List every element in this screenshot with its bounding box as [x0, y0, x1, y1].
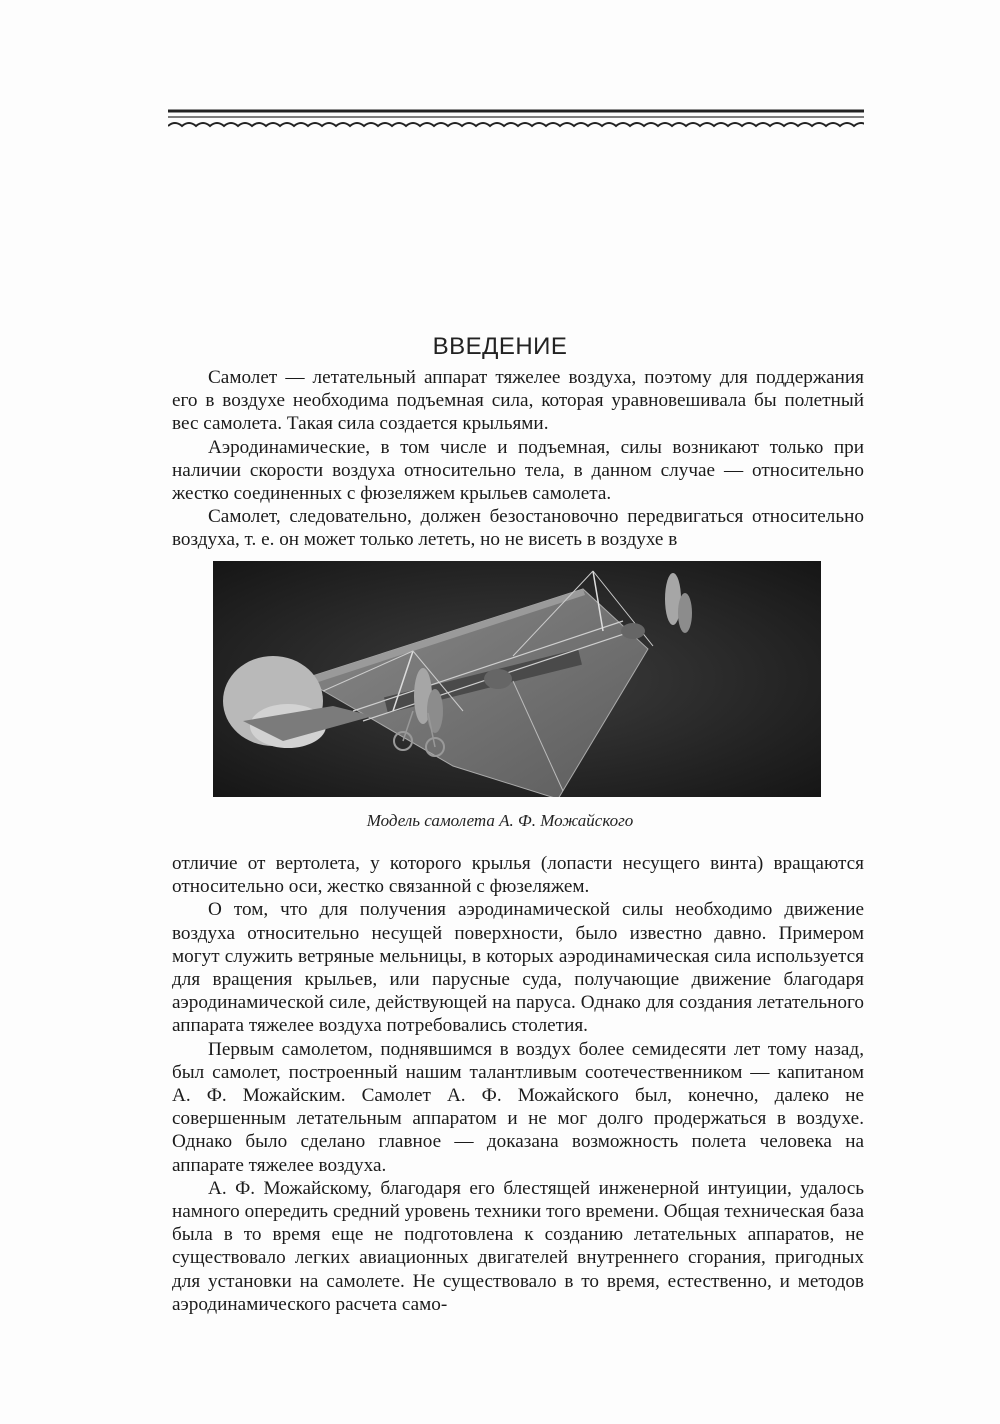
- paragraph: отличие от вертолета, у которого крылья (лопасти несущего винта) вращаются относительно оси, жестко связанной с фюзеляжем.: [172, 853, 864, 898]
- intro-text-bottom: [172, 852, 864, 1316]
- wave-ornament-header: [168, 108, 864, 134]
- intro-text-top: [172, 366, 864, 552]
- paragraph: О том, что для получения аэродинамической силы необходимо движение воздуха относительно несущей поверхности, было известно давно. Примером могут служить ветряные мельницы, в которых аэродинамическая сила используется для вращения крыльев, или парусные суда, получающие движение благодаря аэродинамической силе, действующей на паруса. Однако для создания летательного аппарата тяжелее воздуха потребовались столетия.: [172, 899, 864, 1037]
- paragraph: Первым самолетом, поднявшимся в воздух более семидесяти лет тому назад, был самолет, построенный нашим талантливым соотечественником — капитаном А. Ф. Можайским. Самолет А. Ф. Можайского был, конечно, далеко не совершенным летательным аппаратом и не мог долго продержаться в воздухе. Однако было сделано главное — доказана возможность полета человека на аппарате тяжелее воздуха.: [172, 1038, 864, 1176]
- paragraph: А. Ф. Можайскому, благодаря его блестящей инженерной интуиции, удалось намного опередить средний уровень техники того времени. Общая техническая база была в то время еще не подготовлена к созданию летательных аппаратов, не существовало легких авиационных двигателей внутреннего сгорания, пригодных для установки на самолете. Не существовало в то время, естественно, и методов аэродинамического расчета само-: [172, 1177, 864, 1315]
- chapter-title: ВВЕДЕНИЕ: [432, 333, 568, 360]
- paragraph: Самолет, следовательно, должен безостановочно передвигаться относительно воздуха, т. е. он может только лететь, но не висеть в воздухе в: [172, 506, 864, 551]
- figure-caption: Модель самолета А. Ф. Можайского: [366, 811, 634, 830]
- paragraph: Аэродинамические, в том числе и подъемная, силы возникают только при наличии скорости воздуха относительно тела, в данном случае — относительно жестко соединенных с фюзеляжем крыльев самолета.: [172, 436, 864, 505]
- aircraft-model-photo: [213, 561, 821, 797]
- paragraph: Самолет — летательный аппарат тяжелее воздуха, поэтому для поддержания его в воздухе необходима подъемная сила, которая уравновешивала бы полетный вес самолета. Такая сила создается крыльями.: [172, 367, 864, 435]
